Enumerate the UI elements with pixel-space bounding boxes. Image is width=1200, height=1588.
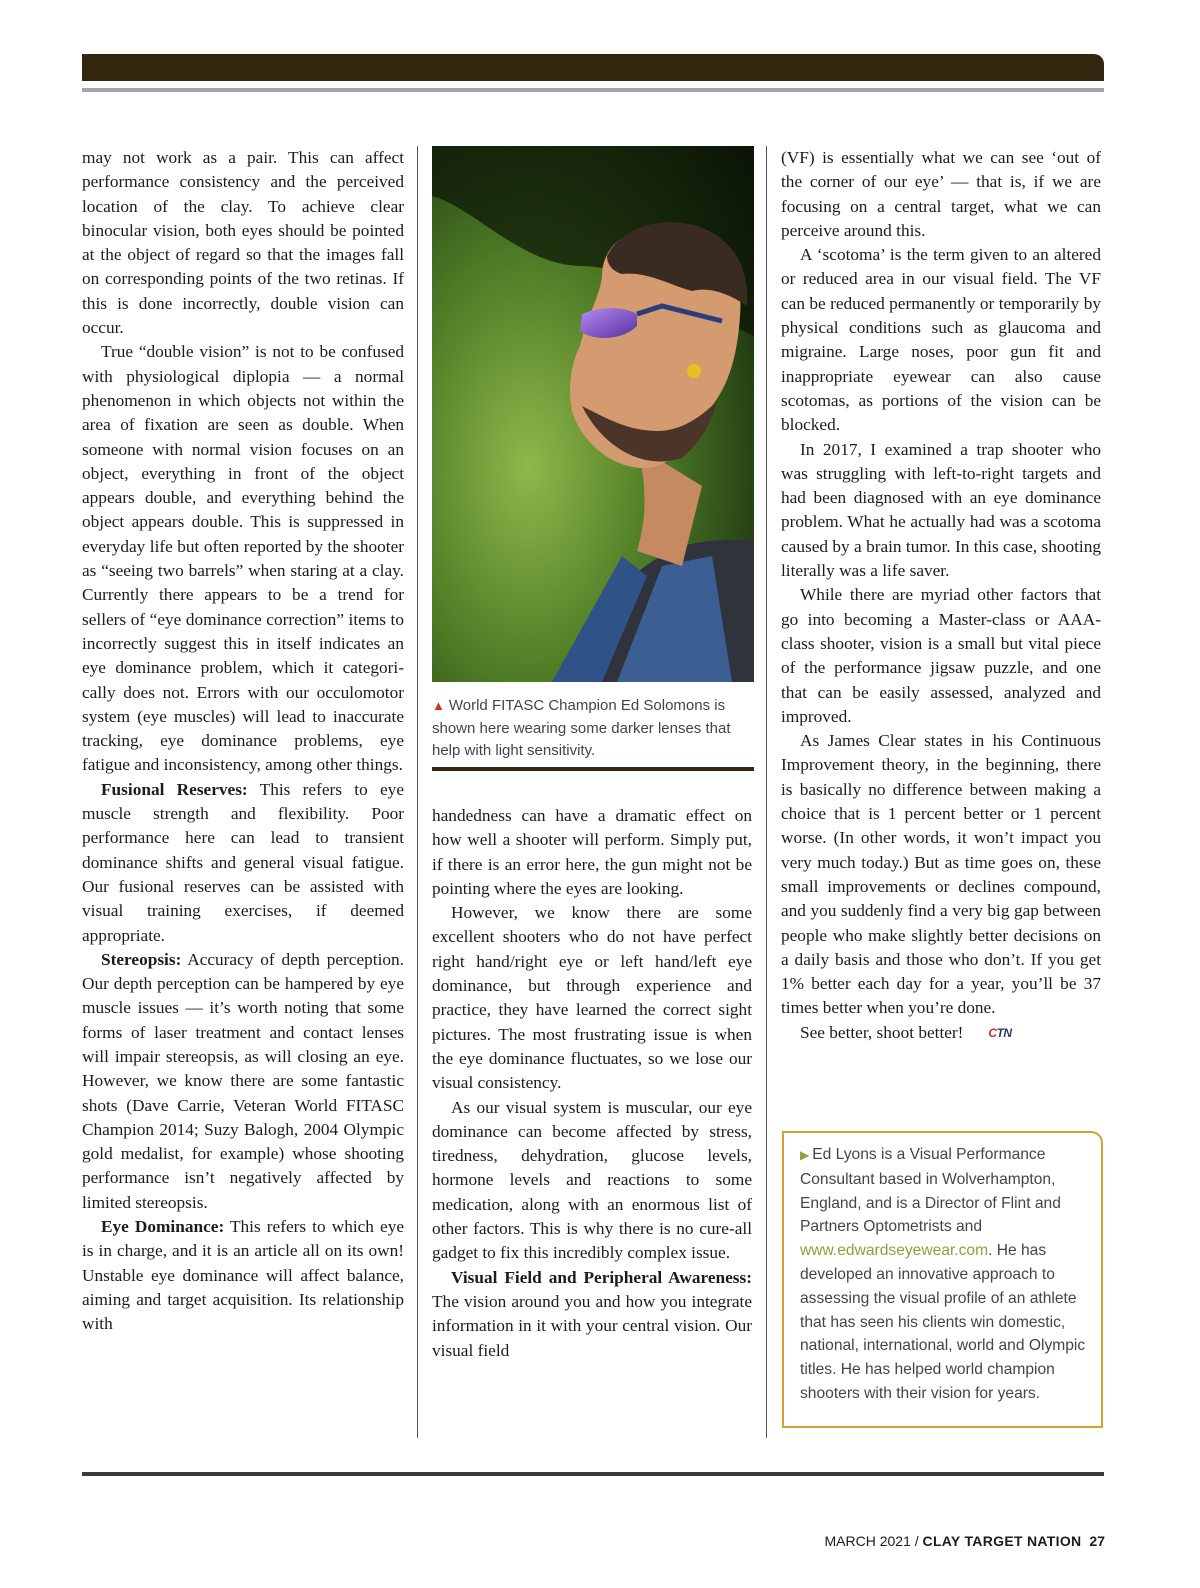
col1-paragraph-1: may not work as a pair. This can affect performance consistency and the perceived location of the clay. To achieve clear binocular vision, both eyes should be pointed at the object of regard so that the images fall on corresponding points of the two retinas. If this is done incorrectly, double vision can occur.	[82, 148, 404, 338]
author-bio-box	[782, 1131, 1103, 1428]
col1-paragraph-3	[82, 778, 404, 948]
bio-text-1: Ed Lyons is a Visual Performance Consultant based in Wolverhampton, England, and is a Director of Flint and Partners Optometrists and	[800, 1146, 1061, 1236]
col2-paragraph-4	[432, 1266, 752, 1363]
visual-field-text: The vision around you and how you integrate information in it with your central vision. Our visual field	[432, 1291, 752, 1360]
column-2	[432, 804, 752, 1363]
col2-paragraph-2: However, we know there are some excellent shooters who do not have perfect right hand/right eye or left hand/left eye dominance, but through experience and practice, they have learned the correct sight pictures. The most frustrating issue is when the eye dominance fluctuates, so we lose our visual consistency.	[432, 903, 752, 1093]
col3-paragraph-5: As James Clear states in his Continuous Improvement theory, in the beginning, there is basically no difference between making a choice that is 1 percent better or 1 percent worse. (In other words, it won’t impact you very much today.) But as time goes on, these small improvements or declines compound, and you suddenly find a very big gap between people who make slightly better decisions on a daily basis and those who don’t. If you get 1% better each day for a year, you’ll be 37 times better when you’re done.	[781, 731, 1101, 1018]
column-divider-1	[417, 146, 418, 1438]
ctn-logo-tn: TN	[996, 1025, 1012, 1040]
col3-paragraph-4: While there are myriad other factors that go into becoming a Master-class or AAA-class shooter, vision is a small but vital piece of the performance jigsaw puzzle, and one that can be easily assessed, analyzed and improved.	[781, 585, 1101, 726]
footer-magazine-name: CLAY TARGET NATION	[922, 1533, 1082, 1549]
col2-paragraph-3: As our visual system is muscular, our eye dominance can become affected by stress, tiredness, dehydration, glucose levels, hormone levels and reactions to some medication, along with an enormous list of other factors. This is why there is no cure-all gadget to fix this incredibly complex issue.	[432, 1097, 752, 1263]
column-1	[82, 146, 404, 1337]
column-3	[781, 146, 1101, 1045]
col2-paragraph-1: handedness can have a dramatic effect on how well a shooter will perform. Simply put, if there is an error here, the gun might not be pointing where the eyes are looking.	[432, 806, 752, 898]
page-footer	[824, 1533, 1105, 1549]
col1-paragraph-2: True “double vision” is not to be confused with physiological diplopia — a normal phenomenon in which objects not within the area of fixation are seen as double. When someone with normal vision focuses on an object, everything in front of the object appears double, and everything behind the object appears double. This is suppressed in everyday life but often reported by the shooter as “seeing two barrels” when staring at a clay. Currently there appears to be a trend for sellers of “eye dominance correction” items to incorrectly suggest this in itself indicates an eye dominance problem, which it categorically does not. Errors with our occulomotor system (eye muscles) will lead to inaccurate tracking, eye dominance problems, eye fatigue and inconsistency, among other things.	[82, 342, 404, 775]
eye-dominance-heading: Eye Dominance:	[101, 1217, 225, 1237]
fusional-reserves-heading: Fusional Reserves:	[101, 779, 248, 799]
fusional-reserves-text: This refers to eye muscle strength and flexibility. Poor performance here can lead to transient dominance shifts and general visual fatigue. Our fusional reserves can be assisted with visual training exercises, if deemed appropriate.	[82, 779, 404, 945]
triangle-icon: ▲	[432, 698, 445, 713]
col3-paragraph-6	[781, 1021, 1101, 1045]
col1-paragraph-5	[82, 1215, 404, 1336]
page-number: 27	[1089, 1533, 1105, 1549]
footer-rule	[82, 1472, 1104, 1476]
column-divider-2	[766, 146, 767, 1438]
footer-date: MARCH 2021 /	[824, 1533, 923, 1549]
stereopsis-heading: Stereopsis:	[101, 949, 182, 969]
col3-paragraph-2: A ‘scotoma’ is the term given to an altered or reduced area in our visual field. The VF can be reduced permanently or temporarily by physical conditions such as glaucoma and migraine. Large noses, poor gun fit and inappropriate eyewear can also cause scotomas, as portions of the vision can be blocked.	[781, 245, 1101, 435]
ctn-logo	[969, 1021, 1011, 1045]
bio-url-link[interactable]: www.edwardseyewear.com	[800, 1242, 989, 1260]
caption-rule	[432, 767, 754, 771]
header-rule	[82, 88, 1104, 92]
shooter-photo	[432, 146, 754, 682]
triangle-right-icon: ▶	[800, 1148, 810, 1162]
col3-paragraph-3: In 2017, I examined a trap shooter who was struggling with left-to-right targets and had been diagnosed with an eye dominance problem. What he actually had was a scotoma caused by a brain tumor. In this case, shooting literally was a life saver.	[781, 439, 1101, 581]
ctn-logo-c: C	[988, 1025, 997, 1040]
stereopsis-text: Accuracy of depth perception. Our depth perception can be hampered by eye muscle issues — it’s worth noting that some forms of laser treatment and contact lenses will impair stereopsis, as will closing an eye. However, we know there are some fantastic shots (Dave Carrie, Veteran World FITASC Champion 2014; Suzy Balogh, 2004 Olympic gold medalist, for example) whose shooting performance isn’t negatively affected by limited stereopsis.	[82, 949, 404, 1212]
header-bar	[82, 54, 1104, 81]
col3-paragraph-1: (VF) is essentially what we can see ‘out of the corner of our eye’ — that is, if we are focusing on a central target, what we can perceive around this.	[781, 148, 1101, 240]
bio-text-2: . He has developed an innovative approach to assessing the visual profile of an athlete that has seen his clients win domestic, national, international, world and Olympic titles. He has helped world champion shooters with their vision for years.	[800, 1242, 1086, 1402]
eye-dominance-text: This refers to which eye is in charge, and it is an article all on its own! Unstable eye dominance will affect balance, aiming and target acquisition. Its relationship with	[82, 1217, 405, 1334]
col1-paragraph-4	[82, 948, 404, 1215]
closing-line: See better, shoot better!	[800, 1022, 964, 1042]
visual-field-heading: Visual Field and Peripheral Awareness:	[451, 1267, 752, 1287]
photo-caption	[432, 695, 754, 763]
caption-text: World FITASC Champion Ed Solomons is shown here wearing some darker lenses that help with light sensitivity.	[432, 697, 731, 759]
